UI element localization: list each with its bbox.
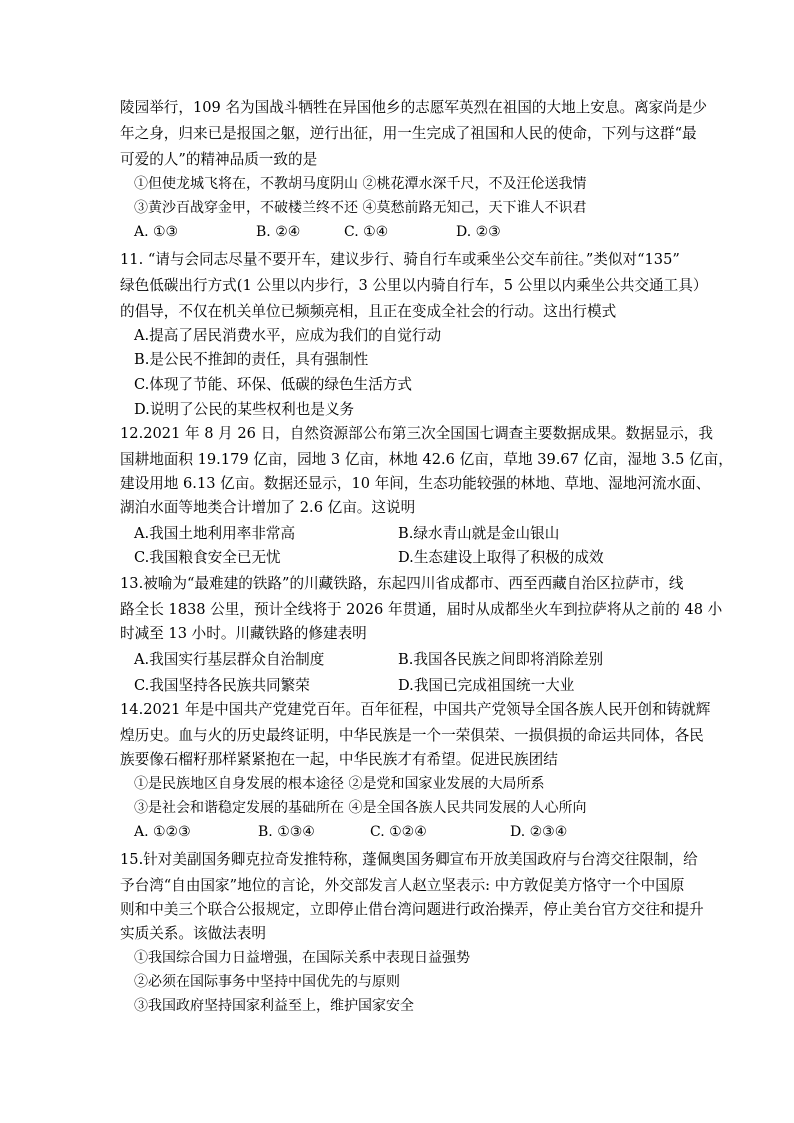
- q12-stem-line-3: 建设用地 6.13 亿亩。数据还显示，10 年间，生态功能较强的林地、草地、湿地河流水面、: [120, 475, 711, 492]
- q11-stem-line-1: 11. “请与会同志尽量不要开车，建议步行、骑自行车或乘坐公交车前往。”类似对“135”: [120, 251, 680, 268]
- q12-option-a: A.我国土地利用率非常高: [134, 525, 296, 542]
- q14-option-b: B. ①③④: [258, 824, 315, 840]
- q14-option-d: D. ②③④: [510, 824, 568, 840]
- q11-option-d: D.说明了公民的某些权利也是义务: [134, 401, 355, 418]
- q14-item-line-1: ①是民族地区自身发展的根本途径 ②是党和国家业发展的大局所系: [134, 776, 545, 792]
- q11-stem-line-2: 绿色低碳出行方式(1 公里以内步行，3 公里以内骑自行车，5 公里以内乘坐公共交通工具）: [120, 277, 708, 294]
- q13-stem-line-3: 时减至 13 小时。川藏铁路的修建表明: [120, 625, 367, 642]
- q13-stem-line-2: 路全长 1838 公里，预计全线将于 2026 年贯通，届时从成都坐火车到拉萨将从之前的 48 小: [120, 601, 723, 618]
- q13-option-a: A.我国实行基层群众自治制度: [134, 651, 325, 668]
- q15-stem-line-2: 予台湾“自由国家”地位的言论，外交部发言人赵立坚表示: 中方敦促美方恪守一个中国原: [120, 877, 685, 894]
- q15-item-line-2: ②必须在国际事务中坚持中国优先的与原则: [134, 974, 400, 990]
- q14-stem-line-3: 族要像石榴籽那样紧紧抱在一起，中华民族才有希望。促进民族团结: [120, 751, 558, 768]
- q10-item-line-1: ①但使龙城飞将在，不教胡马度阴山 ②桃花潭水深千尺，不及汪伦送我情: [134, 176, 587, 192]
- q15-stem-line-1: 15.针对美副国务卿克拉奇发推特称，蓬佩奥国务卿宣布开放美国政府与台湾交往限制，给: [120, 851, 698, 868]
- q10-item-line-2: ③黄沙百战穿金甲，不破楼兰终不还 ④莫愁前路无知己，天下谁人不识君: [134, 200, 587, 216]
- q14-item-line-2: ③是社会和谐稳定发展的基础所在 ④是全国各族人民共同发展的人心所向: [134, 800, 587, 816]
- q12-stem-line-2: 国耕地面积 19.179 亿亩，园地 3 亿亩，林地 42.6 亿亩，草地 39.67 亿亩，湿地 3.5 亿亩，: [120, 451, 733, 468]
- q15-item-line-1: ①我国综合国力日益增强，在国际关系中表现日益强势: [134, 950, 470, 966]
- q14-stem-line-1: 14.2021 年是中国共产党建党百年。百年征程，中国共产党领导全国各族人民开创和铸就辉: [120, 701, 711, 718]
- q10-option-c: C. ①④: [344, 224, 389, 240]
- q13-option-c: C.我国坚持各民族共同繁荣: [134, 677, 310, 694]
- q10-stem-line-1: 陵园举行，109 名为国战斗牺牲在异国他乡的志愿军英烈在祖国的大地上安息。离家尚是少: [120, 99, 708, 116]
- q15-stem-line-4: 实质关系。该做法表明: [120, 925, 266, 942]
- q15-stem-line-3: 则和中美三个联合公报规定，立即停止借台湾问题进行政治操弄，停止美台官方交往和提升: [120, 901, 704, 918]
- q12-option-d: D.生态建设上取得了积极的成效: [398, 549, 604, 566]
- q10-stem-line-3: 可爱的人”的精神品质一致的是: [120, 151, 318, 168]
- q14-option-a: A. ①②③: [134, 824, 191, 840]
- q11-option-c: C.体现了节能、环保、低碳的绿色生活方式: [134, 376, 412, 393]
- q12-option-c: C.我国粮食安全已无忧: [134, 549, 281, 566]
- q13-option-d: D.我国已完成祖国统一大业: [398, 677, 575, 694]
- q11-option-b: B.是公民不推卸的责任，具有强制性: [134, 351, 369, 368]
- q10-option-d: D. ②③: [456, 224, 501, 240]
- q12-stem-line-1: 12.2021 年 8 月 26 日，自然资源部公布第三次全国国七调查主要数据成果。数据显示，我: [120, 425, 713, 442]
- q11-stem-line-3: 的倡导，不仅在机关单位已频频亮相，且正在变成全社会的行动。这出行模式: [120, 303, 617, 320]
- q13-option-b: B.我国各民族之间即将消除差别: [398, 651, 604, 668]
- q14-option-c: C. ①②④: [370, 824, 427, 840]
- q10-stem-line-2: 年之身，归来已是报国之躯，逆行出征，用一生完成了祖国和人民的使命，下列与这群“最: [120, 125, 697, 142]
- q11-option-a: A.提高了居民消费水平，应成为我们的自觉行动: [134, 327, 442, 344]
- q15-item-line-3: ③我国政府坚持国家利益至上，维护国家安全: [134, 998, 414, 1014]
- q13-stem-line-1: 13.被喻为“最难建的铁路”的川藏铁路，东起四川省成都市、西至西藏自治区拉萨市，线: [120, 575, 684, 592]
- q10-option-b: B. ②④: [256, 224, 301, 240]
- q10-option-a: A. ①③: [134, 224, 179, 240]
- q12-stem-line-4: 湖泊水面等地类合计增加了 2.6 亿亩。这说明: [120, 499, 416, 516]
- q14-stem-line-2: 煌历史。血与火的历史最终证明，中华民族是一个一荣俱荣、一损俱损的命运共同体，各民: [120, 727, 704, 744]
- q12-option-b: B.绿水青山就是金山银山: [398, 525, 560, 542]
